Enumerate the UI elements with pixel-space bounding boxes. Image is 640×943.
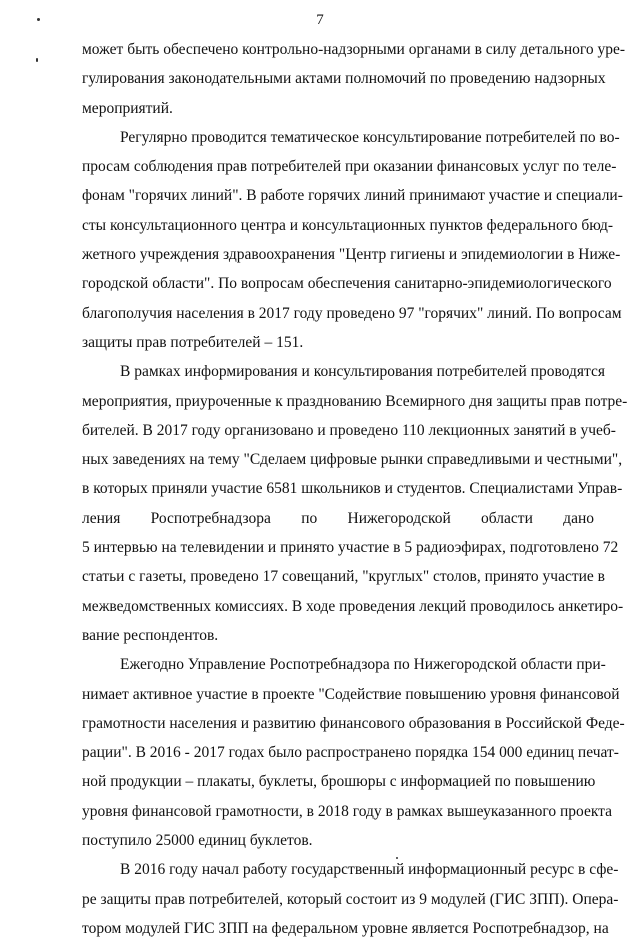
text-line: может быть обеспечено контрольно-надзорными органами в силу детального уре- bbox=[82, 41, 626, 58]
text-line: Регулярно проводится тематическое консультирование потребителей по во- bbox=[120, 128, 620, 146]
text-line: Ежегодно Управление Роспотребнадзора по Нижегородской области при- bbox=[120, 656, 606, 674]
text-line: ре защиты прав потребителей, который состоит из 9 модулей (ГИС ЗПП). Опера- bbox=[82, 890, 619, 908]
page-number: 7 bbox=[316, 12, 324, 28]
text-line: тором модулей ГИС ЗПП на федеральном уровне является Роспотребнадзор, на bbox=[82, 919, 609, 937]
text-line: жетного учреждения здравоохранения "Центр гигиены и эпидемиологии в Ниже- bbox=[82, 246, 621, 264]
text-line: городской области". По вопросам обеспечения санитарно-эпидемиологического bbox=[82, 275, 612, 293]
text-line: ления Роспотребнадзора по Нижегородской области дано bbox=[82, 509, 594, 527]
text-line: фонам "горячих линий". В работе горячих линий принимают участие и специали- bbox=[82, 187, 623, 205]
text-line: мероприятия, приуроченные к празднованию Всемирного дня защиты прав потре- bbox=[82, 392, 628, 410]
text-line: бителей. В 2017 году организовано и проведено 110 лекционных занятий в учеб- bbox=[82, 421, 616, 439]
text-line: просам соблюдения прав потребителей при оказании финансовых услуг по теле- bbox=[82, 158, 617, 176]
text-line: гулирования законодательными актами полномочий по проведению надзорных bbox=[82, 70, 606, 88]
text-line: грамотности населения и развитию финансового образования в Российской Феде- bbox=[82, 714, 625, 732]
text-line: нимает активное участие в проекте "Содействие повышению уровня финансовой bbox=[82, 685, 620, 703]
text-line: благополучия населения в 2017 году проведено 97 "горячих" линий. По вопросам bbox=[82, 304, 622, 322]
text-line: В рамках информирования и консультирования потребителей проводятся bbox=[120, 363, 605, 381]
text-line: 5 интервью на телевидении и принято участие в 5 радиоэфирах, подготовлено 72 bbox=[82, 539, 619, 557]
text-line: уровня финансовой грамотности, в 2018 году в рамках вышеуказанного проекта bbox=[82, 802, 613, 820]
text-line: сты консультационного центра и консультационных пунктов федерального бюд- bbox=[82, 216, 614, 234]
scan-speck bbox=[36, 58, 38, 62]
document-body bbox=[82, 35, 628, 943]
text-line: ной продукции – плакаты, буклеты, брошюры с информацией по повышению bbox=[82, 773, 596, 791]
text-line: мероприятий. bbox=[82, 99, 173, 117]
text-line: ных заведениях на тему "Сделаем цифровые рынки справедливыми и честными", bbox=[82, 451, 623, 469]
text-line: рации". В 2016 - 2017 годах было распространено порядка 154 000 единиц печат- bbox=[82, 744, 619, 762]
text-line: статьи с газеты, проведено 17 совещаний, "круглых" столов, принято участие в bbox=[82, 568, 605, 586]
text-line: защиты прав потребителей – 151. bbox=[82, 333, 304, 351]
text-line: в которых приняли участие 6581 школьников и студентов. Специалистами Управ- bbox=[82, 480, 623, 498]
text-line: вание респондентов. bbox=[82, 626, 219, 644]
text-line: В 2016 году начал работу государственный информационный ресурс в сфе- bbox=[120, 861, 619, 879]
text-line: поступило 25000 единиц буклетов. bbox=[82, 832, 313, 850]
text-line: межведомственных комиссиях. В ходе проведения лекций проводилось анкетиро- bbox=[82, 597, 624, 615]
